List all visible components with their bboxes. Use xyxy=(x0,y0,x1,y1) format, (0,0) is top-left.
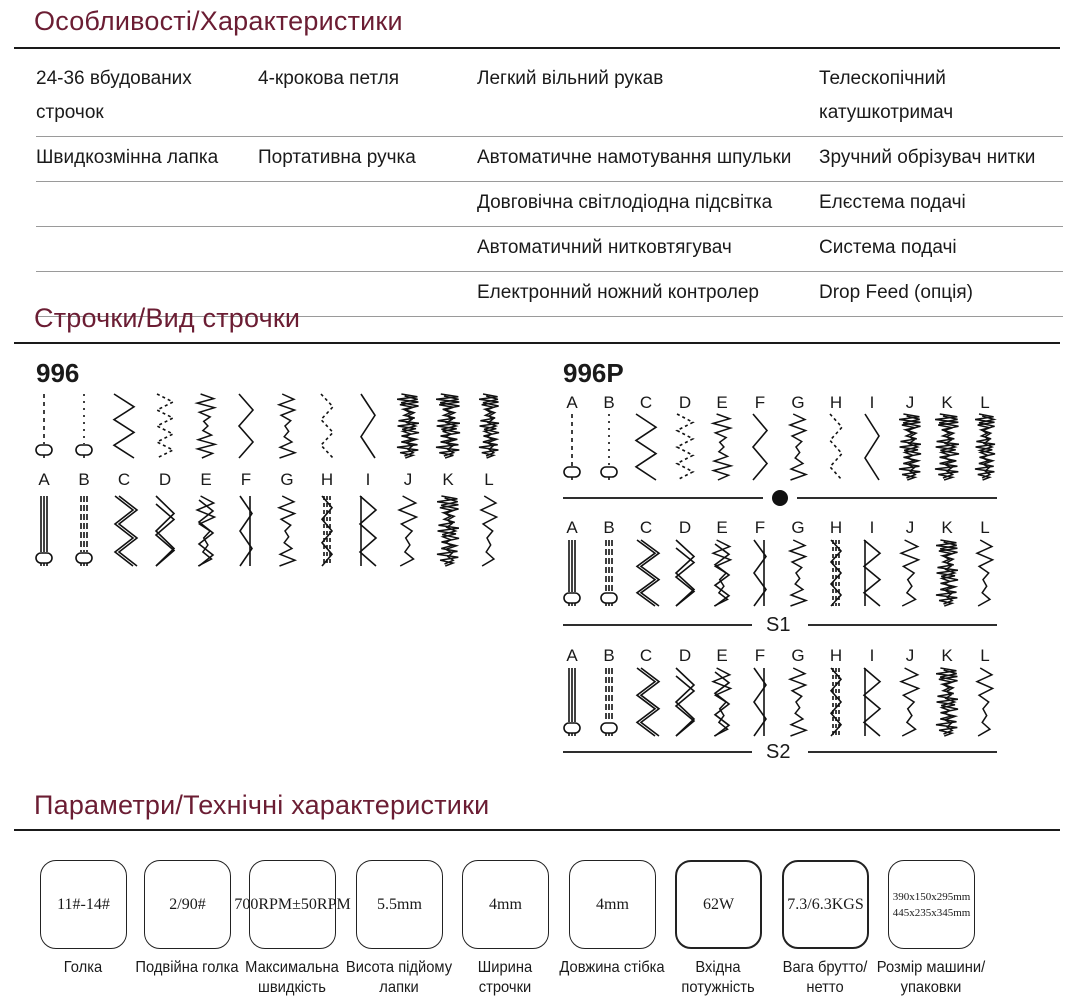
stitch-mark xyxy=(564,723,580,733)
stitch-mark xyxy=(901,540,918,606)
param-value-box: 62W xyxy=(675,860,762,949)
stitch-letter: J xyxy=(905,518,915,537)
stitch-mark xyxy=(601,467,617,477)
s1-label: S1 xyxy=(760,614,796,637)
param-value-box: 2/90# xyxy=(144,860,231,949)
stitch-mark xyxy=(239,394,253,458)
stitch-mark xyxy=(864,540,880,606)
stitch-letter: H xyxy=(320,470,334,489)
feature-cell: Система подачі xyxy=(819,227,1063,272)
stitch-letter: F xyxy=(240,470,252,489)
stitch-letter: G xyxy=(791,646,805,665)
features-title: Особливості/Характеристики xyxy=(34,6,403,36)
stitch-mark xyxy=(977,668,993,736)
stitch-letter: A xyxy=(38,470,50,489)
stitch-mark xyxy=(199,500,213,566)
stitch-mark xyxy=(790,540,806,606)
feature-cell: Електронний ножний контролер xyxy=(477,272,819,317)
stitch-letter: I xyxy=(869,518,875,537)
param-value-box: 5.5mm xyxy=(356,860,443,949)
model-996p-label: 996P xyxy=(563,358,624,388)
stitch-letter: E xyxy=(716,646,728,665)
stitch-mark xyxy=(399,496,416,566)
stitch-mark xyxy=(481,496,497,566)
param-value-box: 7.3/6.3KGS xyxy=(782,860,869,949)
stitch-letter: I xyxy=(869,646,875,665)
stitch-mark xyxy=(601,723,617,733)
stitch-letter: D xyxy=(678,393,692,412)
stitch-letter: I xyxy=(869,393,875,412)
param-label: Голка xyxy=(63,959,103,976)
separator-dot xyxy=(772,490,788,506)
stitch-letter: G xyxy=(791,518,805,537)
stitch-mark xyxy=(713,414,731,480)
stitch-mark xyxy=(76,445,92,455)
stitch-mark xyxy=(830,414,842,480)
stitch-letter: C xyxy=(639,646,653,665)
stitch-mark xyxy=(114,394,134,458)
stitch-mark xyxy=(36,445,52,455)
param-label: Вага брутто/нетто xyxy=(782,959,868,996)
stitch-mark xyxy=(157,394,173,458)
stitch-mark xyxy=(715,672,729,736)
feature-cell: Легкий вільний рукав xyxy=(477,58,819,137)
stitch-letter: F xyxy=(754,646,766,665)
stitch-letter: L xyxy=(980,518,990,537)
stitch-letter: B xyxy=(78,470,90,489)
stitch-mark xyxy=(279,496,295,566)
stitch-mark xyxy=(279,394,295,458)
stitch-letter: C xyxy=(639,518,653,537)
stitch-letter: E xyxy=(716,518,728,537)
stitch-letter: B xyxy=(603,518,615,537)
stitch-letter: A xyxy=(566,646,578,665)
stitch-letter: L xyxy=(980,393,990,412)
stitch-letter: L xyxy=(980,646,990,665)
stitch-letter: H xyxy=(829,393,843,412)
feature-cell: Drop Feed (опція) xyxy=(819,272,1063,317)
stitch-mark xyxy=(321,394,333,458)
stitch-letter: K xyxy=(941,646,953,665)
stitch-mark xyxy=(197,394,215,458)
stitch-letter: B xyxy=(603,646,615,665)
stitch-letter: G xyxy=(791,393,805,412)
param-value-box: 4mm xyxy=(569,860,656,949)
stitch-mark xyxy=(564,593,580,603)
stitch-letter: L xyxy=(484,470,494,489)
param-label: Розмір машини/ упаковки xyxy=(876,959,986,996)
feature-cell: Автоматичний нитковтягувач xyxy=(477,227,819,272)
stitch-letter: J xyxy=(403,470,413,489)
stitches-title: Строчки/Вид строчки xyxy=(34,303,301,333)
param-label: Ширина строчки xyxy=(477,959,533,996)
param-value-box: 11#-14# xyxy=(40,860,127,949)
param-label: Довжина стібка xyxy=(559,959,665,976)
param-label: Подвійна голка xyxy=(135,959,239,976)
feature-cell: Довговічна світлодіодна підсвітка xyxy=(477,182,819,227)
s2-label: S2 xyxy=(760,741,796,764)
stitch-letter: J xyxy=(905,646,915,665)
param-value-box: 390x150x295mm 445x235x345mm xyxy=(888,860,975,949)
stitch-mark xyxy=(36,553,52,563)
stitch-mark xyxy=(360,496,376,566)
stitch-mark xyxy=(361,394,375,458)
stitch-mark xyxy=(864,668,880,736)
stitch-letter: A xyxy=(566,393,578,412)
stitch-letter: E xyxy=(200,470,212,489)
stitch-letter: F xyxy=(754,518,766,537)
stitch-mark xyxy=(564,467,580,477)
param-value-box: 700RPM±50RPM xyxy=(249,860,336,949)
stitch-letter: D xyxy=(678,518,692,537)
params-rule xyxy=(14,829,1060,831)
feature-cell: Телескопічний катушкотримач xyxy=(819,58,1063,137)
stitch-letter: C xyxy=(639,393,653,412)
feature-cell: 4-крокова петля xyxy=(258,58,477,137)
feature-cell: Зручний обрізувач нитки xyxy=(819,137,1063,182)
stitch-letter: B xyxy=(603,393,615,412)
stitch-mark xyxy=(865,414,879,480)
stitch-mark xyxy=(715,544,729,606)
stitch-mark xyxy=(636,414,656,480)
stitch-letter: K xyxy=(941,518,953,537)
stitch-mark xyxy=(677,414,693,480)
feature-cell: Елєстема подачі xyxy=(819,182,1063,227)
stitch-mark xyxy=(977,540,993,606)
stitch-letter: C xyxy=(117,470,131,489)
stitch-mark xyxy=(76,553,92,563)
param-label: Максимальна швидкість xyxy=(245,959,339,996)
param-value-box: 4mm xyxy=(462,860,549,949)
stitch-letter: G xyxy=(280,470,294,489)
stitch-mark xyxy=(601,593,617,603)
stitch-letter: H xyxy=(829,646,843,665)
stitch-letter: A xyxy=(566,518,578,537)
stitch-letter: E xyxy=(716,393,728,412)
stitch-letter: F xyxy=(754,393,766,412)
stitch-letter: J xyxy=(905,393,915,412)
stitch-letter: D xyxy=(678,646,692,665)
stitch-letter: K xyxy=(442,470,454,489)
stitch-mark xyxy=(790,414,806,480)
feature-cell: 24-36 вбудованих строчок xyxy=(36,58,258,137)
stitch-mark xyxy=(790,668,806,736)
feature-cell: Автоматичне намотування шпульки xyxy=(477,137,819,182)
stitch-letter: I xyxy=(365,470,371,489)
stitch-letter: K xyxy=(941,393,953,412)
feature-cell: Швидкозмінна лапка xyxy=(36,137,258,182)
model-996-label: 996 xyxy=(36,358,80,388)
stitch-letter: D xyxy=(158,470,172,489)
stitch-mark xyxy=(753,414,767,480)
param-label: Вхідна потужність xyxy=(681,959,755,996)
params-title: Параметри/Технічні характеристики xyxy=(34,790,490,820)
stitch-mark xyxy=(901,668,918,736)
feature-cell: Портативна ручка xyxy=(258,137,477,182)
param-label: Висота підйому лапки xyxy=(345,959,453,996)
stitch-letter: H xyxy=(829,518,843,537)
